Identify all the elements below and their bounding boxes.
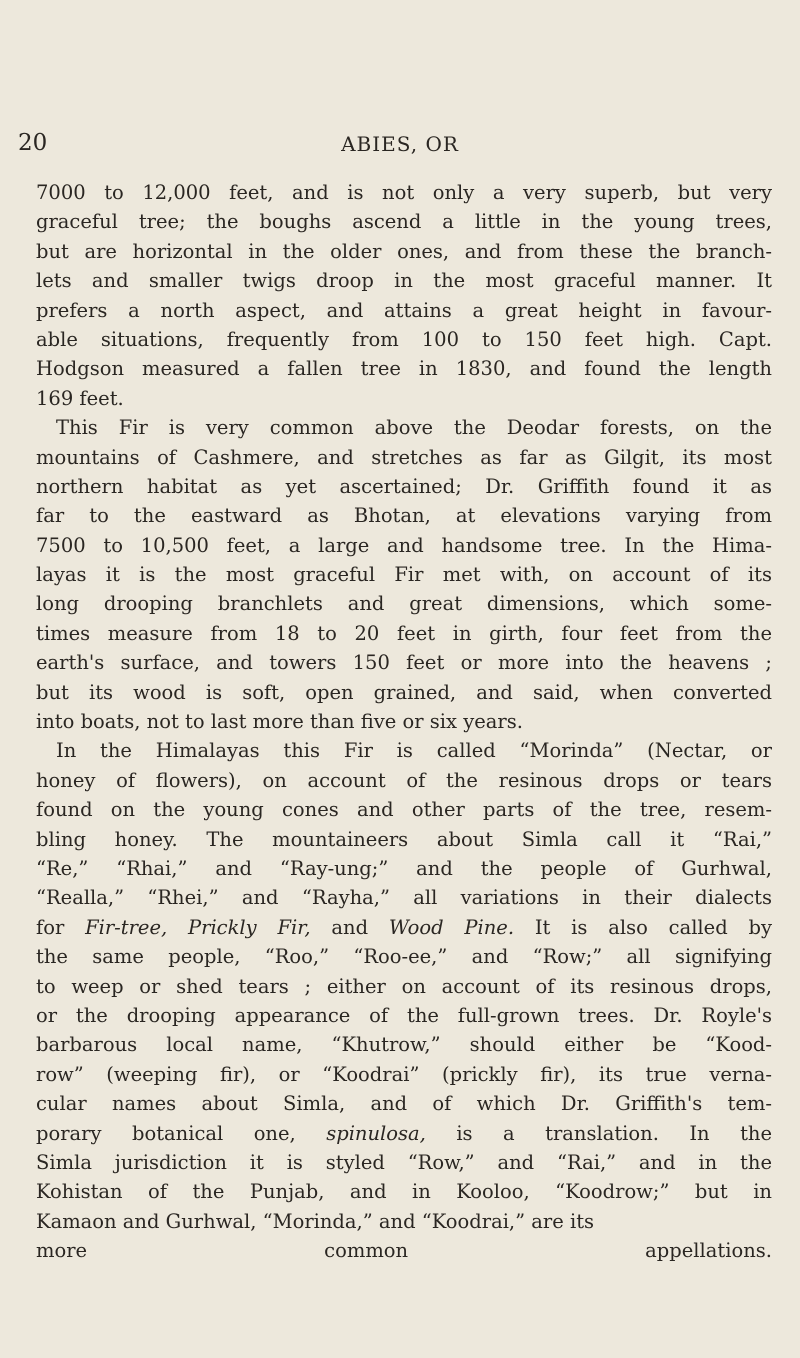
- text-line: 7000 to 12,000 feet, and is not only a very superb, but very: [36, 181, 772, 204]
- text-line: This Fir is very common above the Deodar forests, on the: [56, 416, 772, 440]
- text-line: lets and smaller twigs droop in the most graceful manner. It: [36, 269, 772, 293]
- text-line: layas it is the most graceful Fir met with, on account of its: [36, 563, 772, 587]
- text-line: honey of flowers), on account of the resinous drops or tears: [36, 768, 772, 792]
- text-line: 7500 to 10,500 feet, a large and handsome tree. In the Hima-: [36, 533, 772, 557]
- text-line: earth's surface, and towers 150 feet or more into the heavens ;: [36, 651, 772, 675]
- text-line: far to the eastward as Bhotan, at elevations varying from: [36, 504, 772, 528]
- text-line: Kamaon and Gurhwal, “Morinda,” and “Koodrai,” are its: [36, 1209, 595, 1233]
- text-segment: for: [36, 915, 86, 939]
- text-line: but its wood is soft, open grained, and said, when converted: [36, 680, 772, 704]
- text-segment: It is also called by: [514, 915, 772, 939]
- body-text: [36, 178, 772, 1265]
- text-line: graceful tree; the boughs ascend a little in the young trees,: [36, 210, 772, 234]
- text-line: into boats, not to last more than five or six years.: [36, 710, 523, 734]
- text-line: to weep or shed tears ; either on account of its resinous drops,: [36, 974, 772, 998]
- text-segment: is a translation. In the: [425, 1121, 773, 1145]
- text-segment: and: [310, 915, 389, 939]
- text-line: prefers a north aspect, and attains a great height in favour-: [36, 298, 772, 322]
- text-line: times measure from 18 to 20 feet in girth, four feet from the: [36, 621, 772, 645]
- page-number: 20: [18, 130, 48, 156]
- text-line: Simla jurisdiction it is styled “Row,” and “Rai,” and in the: [36, 1150, 772, 1174]
- text-line: the same people, “Roo,” “Roo-ee,” and “Row;” all signifying: [36, 945, 772, 969]
- italic-text: spinulosa,: [326, 1121, 426, 1145]
- text-line: northern habitat as yet ascertained; Dr. Griffith found it as: [36, 474, 772, 498]
- text-line: long drooping branchlets and great dimensions, which some-: [36, 592, 772, 616]
- text-line: mountains of Cashmere, and stretches as far as Gilgit, its most: [36, 445, 772, 469]
- text-line: Hodgson measured a fallen tree in 1830, and found the length: [36, 357, 772, 381]
- text-line: [36, 1119, 772, 1148]
- text-line: cular names about Simla, and of which Dr. Griffith's tem-: [36, 1092, 772, 1116]
- text-line: or the drooping appearance of the full-grown trees. Dr. Royle's: [36, 1003, 772, 1027]
- italic-text: Fir-tree, Prickly Fir,: [85, 915, 311, 939]
- text-line: In the Himalayas this Fir is called “Morinda” (Nectar, or: [56, 739, 772, 763]
- text-line: row” (weeping fir), or “Koodrai” (prickly fir), its true verna-: [36, 1062, 772, 1086]
- text-line: Kohistan of the Punjab, and in Kooloo, “Koodrow;” but in: [36, 1180, 772, 1204]
- text-line: able situations, frequently from 100 to 150 feet high. Capt.: [36, 327, 772, 351]
- italic-text: Wood Pine.: [388, 915, 515, 939]
- text-segment: porary botanical one,: [36, 1121, 327, 1145]
- text-line: found on the young cones and other parts of the tree, resem-: [36, 798, 772, 822]
- text-line: more common appellations.: [36, 1239, 772, 1263]
- text-line: bling honey. The mountaineers about Simla call it “Rai,”: [36, 827, 772, 851]
- text-line: “Re,” “Rhai,” and “Ray-ung;” and the people of Gurhwal,: [36, 856, 772, 880]
- running-head: ABIES, OR: [341, 132, 459, 156]
- text-line: barbarous local name, “Khutrow,” should either be “Kood-: [36, 1033, 772, 1057]
- text-line: [36, 913, 772, 942]
- text-line: but are horizontal in the older ones, and from these the branch-: [36, 239, 772, 263]
- text-line: “Realla,” “Rhei,” and “Rayha,” all variations in their dialects: [36, 886, 772, 910]
- page-header: [0, 130, 800, 170]
- text-line: 169 feet.: [36, 386, 124, 410]
